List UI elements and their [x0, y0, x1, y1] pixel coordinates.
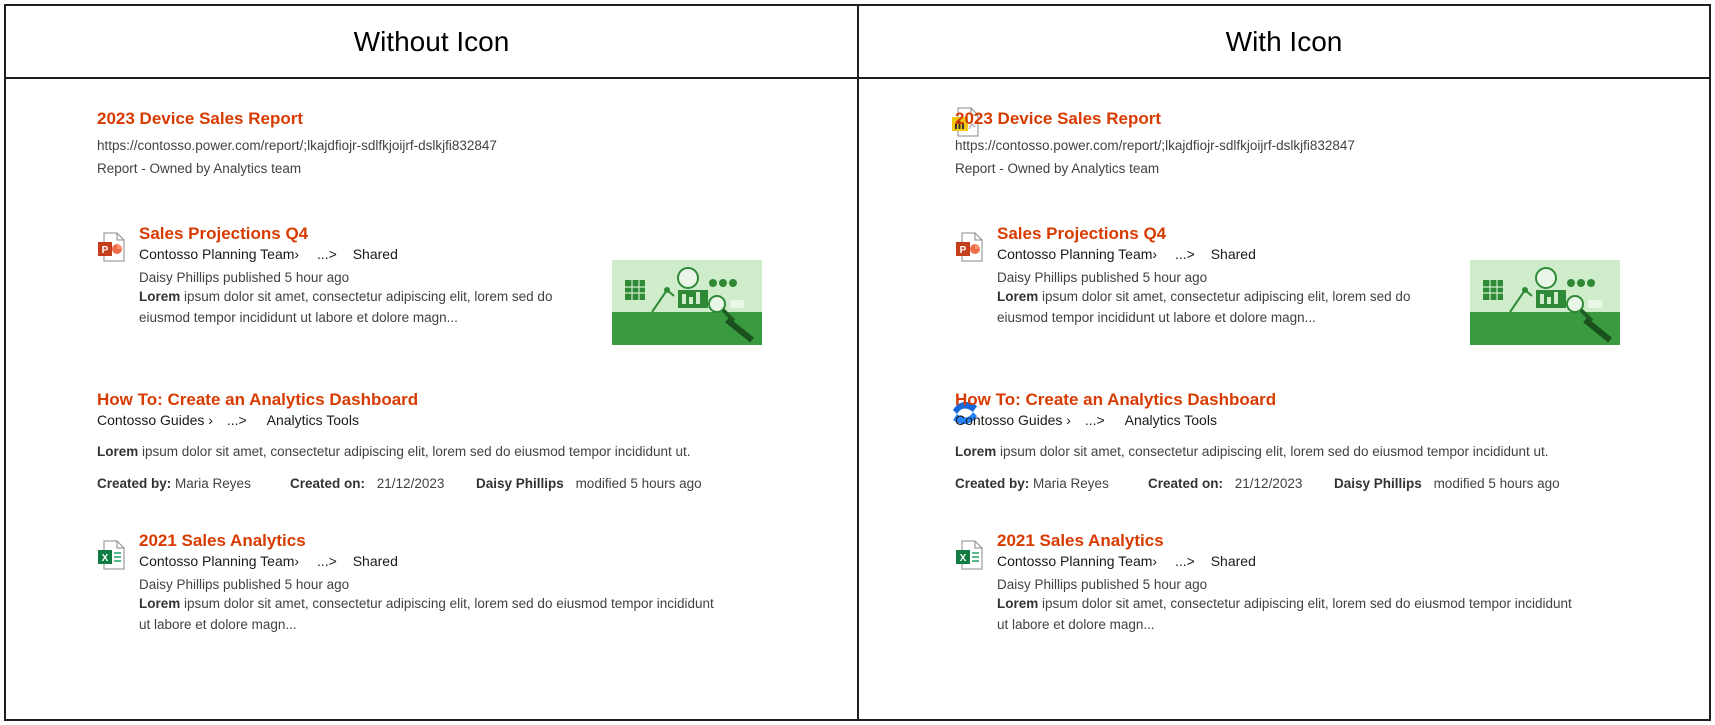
- created-by-field: [955, 476, 1148, 491]
- breadcrumb-ellipsis[interactable]: ...>: [316, 246, 337, 262]
- created-on-date: 21/12/2023: [376, 476, 445, 491]
- desc-bold: Lorem: [139, 596, 181, 611]
- desc-bold: Lorem: [139, 289, 181, 304]
- breadcrumb-separator: ›: [208, 412, 213, 428]
- result-description: [139, 286, 569, 328]
- result-title[interactable]: 2021 Sales Analytics: [139, 531, 306, 550]
- action-text: published 5 hour ago: [223, 577, 350, 592]
- svg-text:P: P: [959, 245, 967, 256]
- result-thumbnail[interactable]: [612, 260, 762, 345]
- desc-rest: ipsum dolor sit amet, consectetur adipiscing elit, lorem sed do eiusmod tempor incididunt ut labore et dolore magn...: [997, 289, 1411, 325]
- created-on-label: Created on:: [290, 476, 366, 491]
- breadcrumb-ellipsis[interactable]: ...>: [1174, 246, 1195, 262]
- result-byline: [997, 577, 1207, 592]
- column-header-with-icon: With Icon: [1225, 25, 1343, 57]
- desc-bold: Lorem: [997, 289, 1039, 304]
- breadcrumb: [997, 553, 1256, 569]
- desc-bold: Lorem: [997, 596, 1039, 611]
- excel-icon: [955, 540, 983, 570]
- breadcrumb-root[interactable]: Contosso Planning Team: [997, 553, 1153, 569]
- breadcrumb-leaf[interactable]: Shared: [352, 246, 398, 262]
- result-url: https://contosso.power.com/report/;lkajdfiojr-sdlfkjoijrf-dslkjfi832847: [97, 138, 497, 153]
- desc-rest: ipsum dolor sit amet, consectetur adipiscing elit, lorem sed do eiusmod tempor incididunt ut labore et dolore magn...: [139, 596, 714, 632]
- breadcrumb-ellipsis[interactable]: ...>: [226, 412, 247, 428]
- desc-bold: Lorem: [97, 444, 139, 459]
- created-on-field: [1148, 476, 1334, 491]
- desc-rest: ipsum dolor sit amet, consectetur adipiscing elit, lorem sed do eiusmod tempor incididunt ut labore et dolore magn...: [997, 596, 1572, 632]
- breadcrumb: [97, 412, 359, 428]
- modified-by-name[interactable]: Daisy Phillips: [476, 476, 564, 491]
- breadcrumb-separator: ›: [1066, 412, 1071, 428]
- action-text: published 5 hour ago: [1081, 270, 1208, 285]
- created-on-label: Created on:: [1148, 476, 1224, 491]
- result-title[interactable]: 2021 Sales Analytics: [997, 531, 1164, 550]
- breadcrumb-leaf[interactable]: Shared: [1210, 246, 1256, 262]
- created-on-date: 21/12/2023: [1234, 476, 1303, 491]
- column-divider: [857, 4, 859, 721]
- result-meta: Report - Owned by Analytics team: [97, 161, 302, 176]
- breadcrumb-ellipsis[interactable]: ...>: [1174, 553, 1195, 569]
- result-description: [997, 286, 1427, 328]
- modified-by-name[interactable]: Daisy Phillips: [1334, 476, 1422, 491]
- breadcrumb-separator: ›: [294, 246, 300, 262]
- result-title[interactable]: 2023 Device Sales Report: [955, 109, 1162, 128]
- created-by-label: Created by:: [955, 476, 1030, 491]
- breadcrumb-root[interactable]: Contosso Guides: [97, 412, 205, 428]
- action-text: published 5 hour ago: [1081, 577, 1208, 592]
- created-by-field: [97, 476, 290, 491]
- excel-icon: [97, 540, 125, 570]
- breadcrumb-separator: ›: [1152, 553, 1158, 569]
- svg-text:X: X: [101, 553, 109, 564]
- breadcrumb-ellipsis[interactable]: ...>: [1084, 412, 1105, 428]
- desc-bold: Lorem: [955, 444, 997, 459]
- breadcrumb-root[interactable]: Contosso Guides: [955, 412, 1063, 428]
- header-divider: [4, 77, 1711, 79]
- result-url: https://contosso.power.com/report/;lkajdfiojr-sdlfkjoijrf-dslkjfi832847: [955, 138, 1355, 153]
- result-byline: [139, 270, 349, 285]
- modified-field: [476, 476, 702, 491]
- author-name[interactable]: Daisy Phillips: [997, 577, 1078, 592]
- breadcrumb-leaf[interactable]: Analytics Tools: [1124, 412, 1217, 428]
- breadcrumb-separator: ›: [1152, 246, 1158, 262]
- modified-field: [1334, 476, 1560, 491]
- result-thumbnail[interactable]: [1470, 260, 1620, 345]
- breadcrumb-leaf[interactable]: Analytics Tools: [266, 412, 359, 428]
- breadcrumb: [997, 246, 1256, 262]
- breadcrumb: [139, 246, 398, 262]
- breadcrumb-leaf[interactable]: Shared: [1210, 553, 1256, 569]
- powerpoint-icon: [97, 232, 125, 262]
- desc-rest: ipsum dolor sit amet, consectetur adipiscing elit, lorem sed do eiusmod tempor incididunt ut.: [142, 444, 691, 459]
- result-description: [139, 593, 719, 635]
- created-by-label: Created by:: [97, 476, 172, 491]
- result-title[interactable]: Sales Projections Q4: [997, 224, 1167, 243]
- svg-text:X: X: [959, 553, 967, 564]
- result-description: [97, 441, 691, 462]
- result-footer: [955, 476, 1560, 491]
- created-on-field: [290, 476, 476, 491]
- breadcrumb-ellipsis[interactable]: ...>: [316, 553, 337, 569]
- breadcrumb-separator: ›: [294, 553, 300, 569]
- desc-rest: ipsum dolor sit amet, consectetur adipiscing elit, lorem sed do eiusmod tempor incididunt ut labore et dolore magn...: [139, 289, 553, 325]
- modified-text: modified 5 hours ago: [1433, 476, 1560, 491]
- breadcrumb: [955, 412, 1217, 428]
- result-title[interactable]: Sales Projections Q4: [139, 224, 309, 243]
- author-name[interactable]: Daisy Phillips: [997, 270, 1078, 285]
- result-footer: [97, 476, 702, 491]
- breadcrumb-root[interactable]: Contosso Planning Team: [139, 553, 295, 569]
- author-name[interactable]: Daisy Phillips: [139, 577, 220, 592]
- desc-rest: ipsum dolor sit amet, consectetur adipiscing elit, lorem sed do eiusmod tempor incididunt ut.: [1000, 444, 1549, 459]
- result-description: [997, 593, 1577, 635]
- result-meta: Report - Owned by Analytics team: [955, 161, 1160, 176]
- powerpoint-icon: [955, 232, 983, 262]
- action-text: published 5 hour ago: [223, 270, 350, 285]
- created-by-name[interactable]: Maria Reyes: [1033, 476, 1109, 491]
- column-header-without-icon: Without Icon: [353, 25, 510, 57]
- created-by-name[interactable]: Maria Reyes: [175, 476, 251, 491]
- svg-text:P: P: [101, 245, 109, 256]
- breadcrumb: [139, 553, 398, 569]
- author-name[interactable]: Daisy Phillips: [139, 270, 220, 285]
- breadcrumb-root[interactable]: Contosso Planning Team: [139, 246, 295, 262]
- result-title[interactable]: How To: Create an Analytics Dashboard: [955, 390, 1277, 409]
- result-byline: [139, 577, 349, 592]
- result-description: [955, 441, 1549, 462]
- breadcrumb-root[interactable]: Contosso Planning Team: [997, 246, 1153, 262]
- breadcrumb-leaf[interactable]: Shared: [352, 553, 398, 569]
- modified-text: modified 5 hours ago: [575, 476, 702, 491]
- result-title[interactable]: How To: Create an Analytics Dashboard: [97, 390, 419, 409]
- result-byline: [997, 270, 1207, 285]
- result-title[interactable]: 2023 Device Sales Report: [97, 109, 304, 128]
